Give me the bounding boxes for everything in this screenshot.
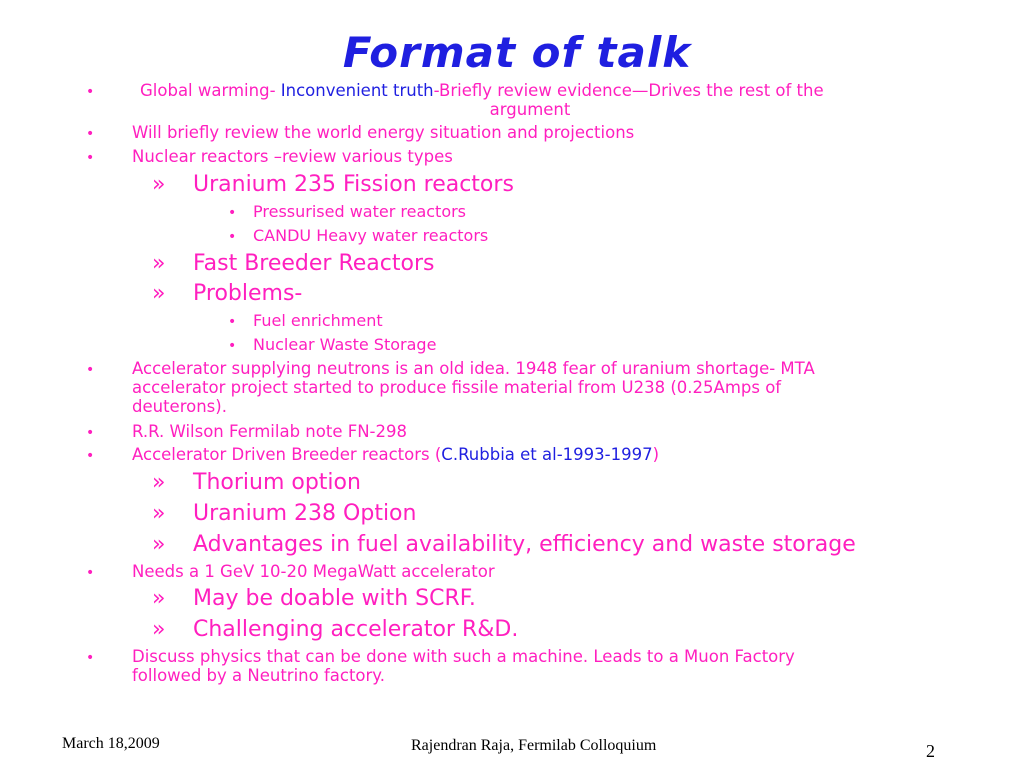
bullet-icon: • (86, 425, 95, 441)
bullet-icon: • (86, 362, 95, 378)
footer-presenter: Rajendran Raja, Fermilab Colloquium (411, 737, 657, 754)
footer-date: March 18,2009 (62, 735, 160, 752)
bullet-global-warming: Global warming- Inconvenient truth-Briefly review evidence—Drives the rest of the (140, 81, 824, 100)
chevron-icon: » (152, 172, 166, 197)
sub-uranium-235: Uranium 235 Fission reactors (193, 172, 514, 197)
bullet-gev-accelerator: Needs a 1 GeV 10-20 MegaWatt accelerator (132, 562, 495, 581)
bullet-icon: • (86, 448, 95, 464)
subsub-candu: CANDU Heavy water reactors (253, 226, 489, 245)
footer-page-number: 2 (926, 741, 935, 761)
bullet-global-warming-cont: argument (489, 100, 571, 119)
sub-problems: Problems- (193, 281, 303, 306)
bullet-icon: • (228, 229, 237, 245)
chevron-icon: » (152, 251, 166, 276)
bullet-icon: • (228, 338, 237, 354)
bullet-icon: • (86, 565, 95, 581)
slide-title: Format of talk (342, 28, 692, 77)
sub-uranium-238: Uranium 238 Option (193, 501, 417, 526)
chevron-icon: » (152, 617, 166, 642)
bullet-adbr: Accelerator Driven Breeder reactors (C.Rubbia et al-1993-1997) (132, 445, 660, 464)
sub-thorium: Thorium option (193, 470, 361, 495)
bullet-physics-line-2: followed by a Neutrino factory. (132, 666, 385, 685)
chevron-icon: » (152, 532, 166, 557)
chevron-icon: » (152, 470, 166, 495)
bullet-icon: • (228, 205, 237, 221)
bullet-icon: • (86, 126, 95, 142)
subsub-pressurised-water: Pressurised water reactors (253, 202, 467, 221)
subsub-fuel-enrichment: Fuel enrichment (253, 311, 383, 330)
bullet-accelerator-line-3: deuterons). (132, 397, 227, 416)
sub-advantages: Advantages in fuel availability, efficiency and waste storage (193, 532, 856, 557)
bullet-icon: • (86, 650, 95, 666)
sub-scrf: May be doable with SCRF. (193, 586, 476, 611)
bullet-icon: • (86, 150, 95, 166)
rubbia-citation: C.Rubbia et al-1993-1997 (441, 445, 653, 464)
inconvenient-truth-link: Inconvenient truth (280, 81, 434, 100)
sub-accelerator-rd: Challenging accelerator R&D. (193, 617, 519, 642)
bullet-icon: • (86, 84, 95, 100)
sub-fast-breeder: Fast Breeder Reactors (193, 251, 435, 276)
chevron-icon: » (152, 586, 166, 611)
bullet-accelerator-line-1: Accelerator supplying neutrons is an old idea. 1948 fear of uranium shortage- MTA (132, 359, 815, 378)
chevron-icon: » (152, 501, 166, 526)
bullet-energy-situation: Will briefly review the world energy situation and projections (132, 123, 635, 142)
subsub-nuclear-waste: Nuclear Waste Storage (253, 335, 437, 354)
bullet-nuclear-reactors: Nuclear reactors –review various types (132, 147, 453, 166)
bullet-icon: • (228, 314, 237, 330)
bullet-physics-line-1: Discuss physics that can be done with such a machine. Leads to a Muon Factory (132, 647, 795, 666)
bullet-wilson-note: R.R. Wilson Fermilab note FN-298 (132, 422, 408, 441)
bullet-accelerator-line-2: accelerator project started to produce fissile material from U238 (0.25Amps of (132, 378, 782, 397)
chevron-icon: » (152, 281, 166, 306)
